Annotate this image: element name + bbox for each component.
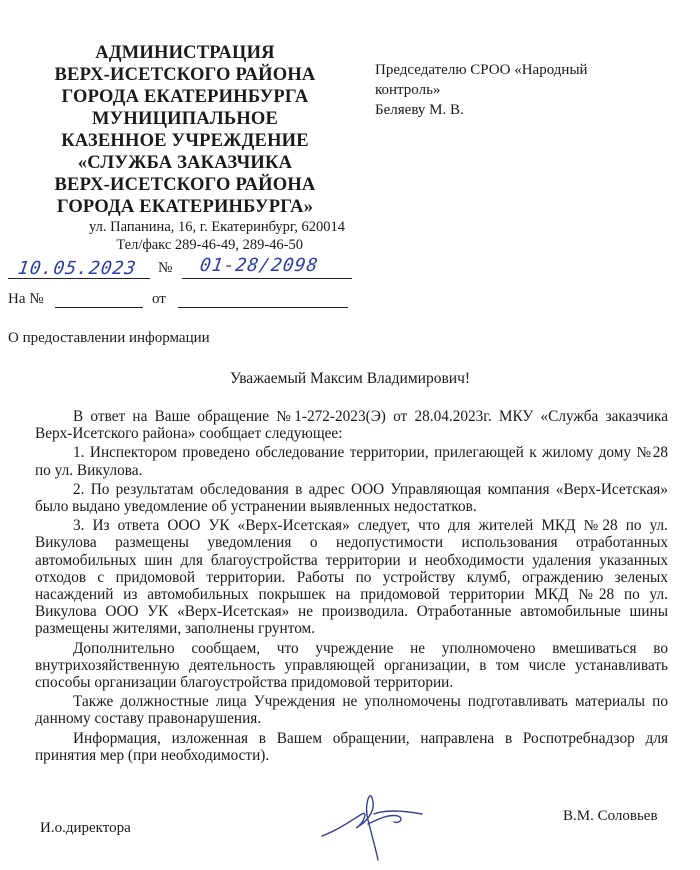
letter-greeting: Уважаемый Максим Владимирович! <box>229 370 471 387</box>
letter-body <box>35 408 668 766</box>
org-name-line: «СЛУЖБА ЗАКАЗЧИКА <box>77 153 293 173</box>
from-label: от <box>152 291 166 307</box>
body-paragraph: Дополнительно сообщаем, что учреждение не уполномочено вмешиваться во внутрихозяйственную деятельность управляющей организации, в том числе устанавливать способы организации благоустройства придомовой территории. <box>35 639 668 692</box>
recipient-line: Председателю СРОО «Народный <box>375 62 588 78</box>
org-name-line: МУНИЦИПАЛЬНОЕ <box>91 109 279 129</box>
reply-to-label: На № <box>8 291 44 307</box>
body-paragraph: 1. Инспектором проведено обследование территории, прилегающей к жилому дому №28 по ул. Викулова. <box>35 444 668 479</box>
signatory-position: И.о.директора <box>40 820 131 836</box>
org-name-line: КАЗЕННОЕ УЧРЕЖДЕНИЕ <box>61 131 309 151</box>
org-name-line: ГОРОДА ЕКАТЕРИНБУРГА» <box>56 197 314 217</box>
body-paragraph: 3. Из ответа ООО УК «Верх-Исетская» следует, что для жителей МКД №28 по ул. Викулова размещены уведомления о недопустимости использования отработанных автомобильных шин для благоустройства территории и необходимости удаления указанных отходов с придомовой территории. Работы по устройству клумб, ограждению зеленых насаждений из автомобильных покрышек на придомовой территории МКД №28 по ул. Викулова ООО УК «Верх-Исетская» не производила. Отработанные автомобильные шины размещены жителями, заполнены грунтом. <box>35 517 668 638</box>
date-underline <box>8 278 150 279</box>
recipient-line: Беляеву М. В. <box>375 102 464 118</box>
from-underline <box>178 307 348 308</box>
body-paragraph: Информация, изложенная в Вашем обращении, направлена в Роспотребнадзор для принятия мер (при необходимости). <box>35 729 668 764</box>
body-paragraph: 2. По результатам обследования в адрес ООО Управляющая компания «Верх-Исетская» было выдано уведомление об устранении выявленных недостатков. <box>35 480 668 516</box>
body-paragraph: Также должностные лица Учреждения не уполномочены подготавливать материалы по данному составу правонарушения. <box>35 693 668 728</box>
signatory-name: В.М. Соловьев <box>563 808 658 824</box>
org-address: ул. Папанина, 16, г. Екатеринбург, 620014 <box>89 219 345 235</box>
number-underline <box>182 278 352 279</box>
letter-subject: О предоставлении информации <box>8 330 210 346</box>
org-name-line: АДМИНИСТРАЦИЯ <box>95 43 275 63</box>
recipient-block <box>375 60 645 120</box>
org-name-line: ВЕРХ-ИСЕТСКОГО РАЙОНА <box>54 65 316 85</box>
handwritten-signature <box>318 784 428 864</box>
org-name-line: ВЕРХ-ИСЕТСКОГО РАЙОНА <box>54 175 316 195</box>
org-phone: Тел/факс 289-46-49, 289-46-50 <box>116 237 303 253</box>
organization-header <box>20 42 350 218</box>
org-name-line: ГОРОДА ЕКАТЕРИНБУРГА <box>61 87 309 107</box>
reply-to-underline <box>55 307 143 308</box>
handwritten-date: 10.05.2023 <box>16 258 138 279</box>
org-contacts <box>20 218 345 254</box>
number-label: № <box>158 260 173 276</box>
recipient-line: контроль» <box>375 82 441 98</box>
handwritten-number: 01-28/2098 <box>198 255 320 276</box>
body-paragraph: В ответ на Ваше обращение №1-272-2023(Э) от 28.04.2023г. МКУ «Служба заказчика Верх-Исетского района» сообщает следующее: <box>35 408 668 443</box>
